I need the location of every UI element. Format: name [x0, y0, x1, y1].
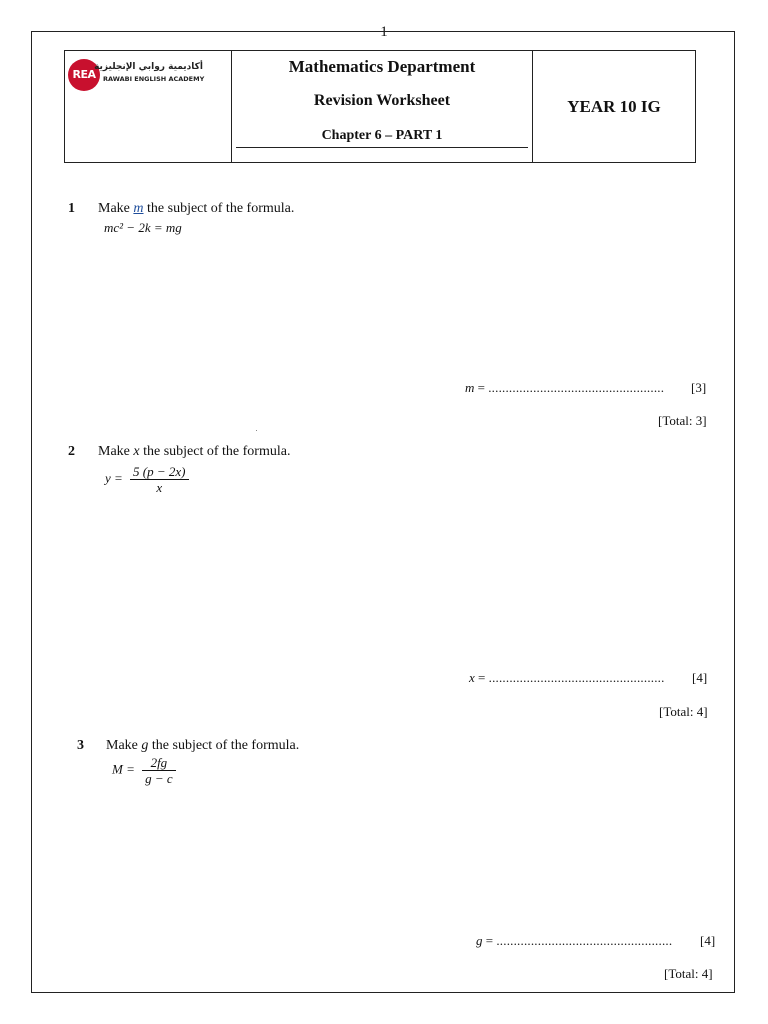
logo-letters: REA: [72, 68, 96, 81]
answer-1-equals: =: [474, 380, 489, 395]
title-cell: [232, 51, 533, 162]
question-2-suffix: the subject of the formula.: [139, 444, 291, 459]
question-3-marks: [4]: [700, 933, 716, 948]
question-3-number: 3: [77, 738, 84, 753]
answer-1-dots[interactable]: ...................................................: [488, 380, 665, 395]
question-1-variable: m: [133, 201, 144, 216]
question-3-formula: [112, 755, 176, 786]
page-number: 1: [380, 24, 388, 40]
answer-3-variable: g: [476, 933, 483, 948]
question-2-formula-lhs: y =: [105, 470, 123, 486]
question-2-marks: [4]: [692, 670, 708, 685]
question-2-formula: [105, 464, 189, 495]
year-label: YEAR 10 IG: [567, 96, 661, 116]
logo-arabic-name: أكاديمية روابي الإنجليزية: [94, 62, 203, 72]
question-1-answer-line: [465, 380, 664, 396]
question-3-numerator: 2fg: [142, 755, 176, 771]
question-3-prefix: Make: [106, 738, 142, 753]
chapter-underline: [236, 147, 528, 148]
chapter-title: Chapter 6 – PART 1: [321, 128, 443, 143]
question-3-suffix: the subject of the formula.: [148, 738, 300, 753]
page-border: [31, 31, 735, 993]
question-2-prefix: Make: [98, 444, 134, 459]
answer-3-dots[interactable]: ...................................................: [496, 933, 673, 948]
question-3-answer-line: [476, 933, 672, 949]
question-1-number: 1: [68, 201, 75, 216]
year-cell: [533, 51, 695, 162]
question-2-variable: x: [133, 444, 140, 459]
worksheet-header: [64, 50, 696, 163]
question-1-marks: [3]: [691, 380, 707, 395]
question-2-fraction: [130, 464, 188, 495]
question-1-formula: mc² − 2k = mg: [104, 220, 182, 235]
answer-2-dots[interactable]: ...................................................: [488, 670, 665, 685]
question-3-formula-lhs: M =: [112, 761, 135, 777]
question-2-number: 2: [68, 444, 75, 459]
logo-english-name: RAWABI ENGLISH ACADEMY: [103, 75, 205, 83]
question-2-denominator: x: [156, 480, 163, 495]
question-3-denominator: g − c: [145, 771, 173, 786]
answer-3-equals: =: [482, 933, 497, 948]
logo-cell: [65, 51, 232, 162]
question-3-fraction: [142, 755, 176, 786]
stray-mark: [256, 430, 257, 431]
department-title: Mathematics Department: [288, 57, 476, 76]
question-2-total: [Total: 4]: [659, 704, 708, 719]
question-1-prefix: Make: [98, 201, 134, 216]
question-2-prompt: [98, 444, 290, 460]
question-1-total: [Total: 3]: [658, 413, 707, 428]
question-3-prompt: [106, 738, 299, 754]
question-2-numerator: 5 (p − 2x): [130, 464, 188, 480]
worksheet-title: Revision Worksheet: [313, 92, 451, 109]
question-1-suffix: the subject of the formula.: [143, 201, 295, 216]
question-2-answer-line: [469, 670, 665, 686]
question-3-variable: g: [141, 738, 149, 753]
answer-2-equals: =: [474, 670, 489, 685]
answer-1-variable: m: [465, 380, 475, 395]
answer-2-variable: x: [469, 670, 475, 685]
question-1-prompt: [98, 201, 294, 217]
question-3-total: [Total: 4]: [664, 966, 713, 981]
